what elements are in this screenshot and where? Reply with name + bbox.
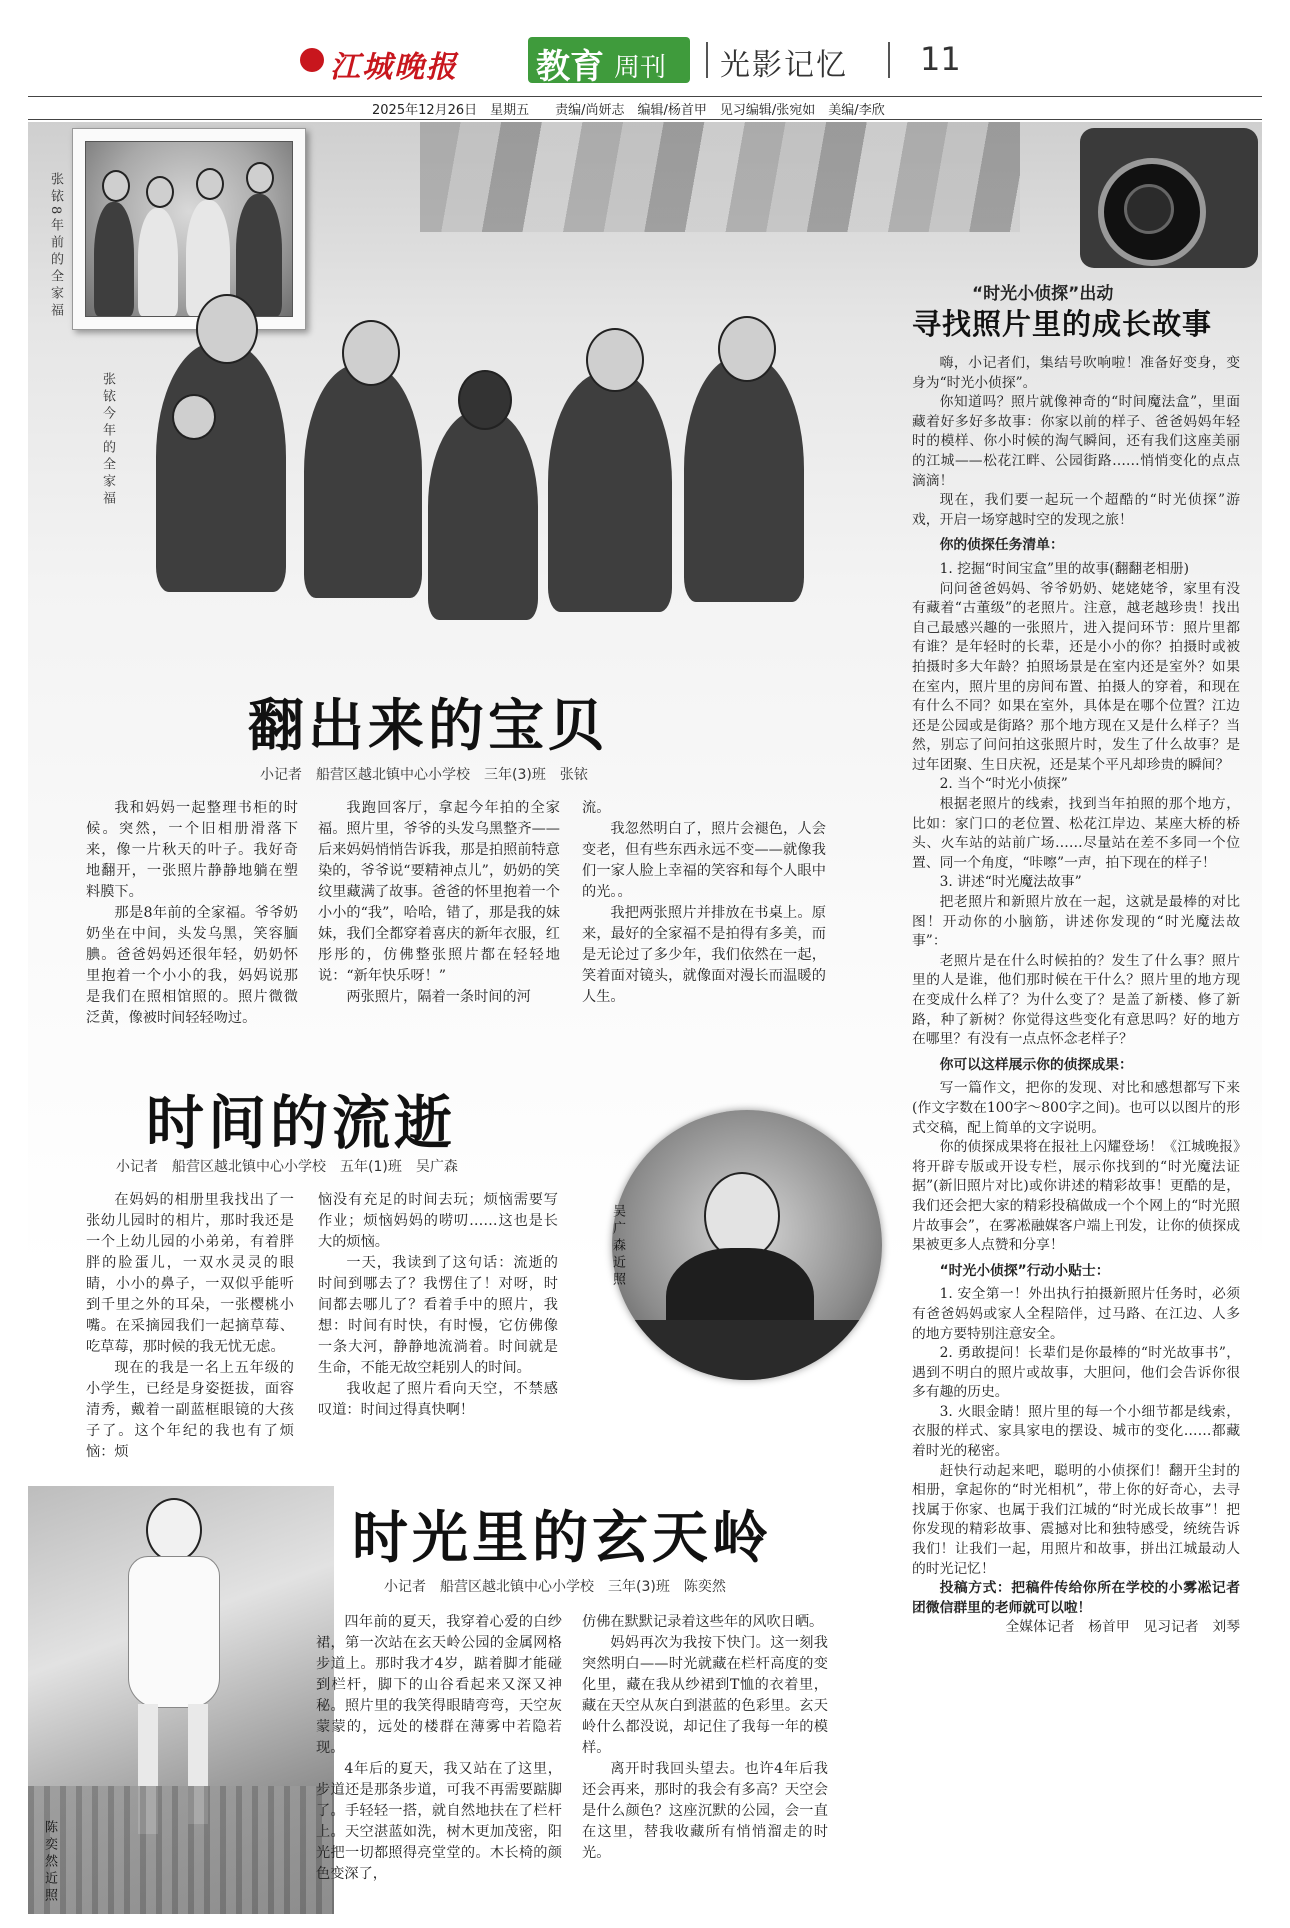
sidebar-intro-paragraph: 现在，我们要一起玩一个超酷的“时光侦探”游戏，开启一场穿越时空的发现之旅！ [912,492,1240,528]
article3-byline: 小记者 船营区越北镇中心小学校 三年(3)班 陈奕然 [384,1579,726,1595]
task2-body: 根据老照片的线索，找到当年拍照的那个地方，比如：家门口的老位置、松花江岸边、某座大桥的桥头、火车站的站前广场……尽量站在差不多同一个位置、同一个角度，“咔嚓”一声，拍下现在的样子！ [912,796,1240,871]
girl-photo [28,1486,334,1914]
section-badge-small: 周刊 [614,53,667,83]
sidebar-body [912,354,1240,1638]
masthead-divider [706,42,708,78]
section-badge-big: 教育 [536,47,604,87]
article1-column-3 [582,798,826,1008]
task3-title: 3. 讲述“时光魔法故事” [939,874,1082,891]
task-list-heading: 你的侦探任务清单： [939,537,1064,554]
sidebar-kicker: “时光小侦探”出动 [972,284,1114,304]
paragraph: 仿佛在默默记录着这些年的风吹日晒。 [582,1614,824,1630]
paragraph: 4年后的夏天，我又站在了这里，步道还是那条步道，可我不再需要踮脚了。手轻轻一搭，就自然地扶在了栏杆上。天空湛蓝如洗，树木更加茂密，阳光把一切都照得亮堂堂的。木长椅的颜色变深了， [316,1761,562,1882]
tip-item: 3. 火眼金睛！照片里的每一个小细节都是线索，衣服的样式、家具家电的摆设、城市的变化……都藏着时光的秘密。 [912,1403,1240,1460]
scattered-photos [420,122,1020,232]
newspaper-logo-icon [300,48,324,72]
article1-byline: 小记者 船营区越北镇中心小学校 三年(3)班 张铱 [260,767,588,783]
page-number: 11 [920,40,961,78]
reporter-credit: 全媒体记者 杨首甲 见习记者 刘琴 [1005,1619,1240,1636]
old-family-photo-caption: 张铱8年前的全家福 [48,172,63,321]
section-badge [528,37,690,87]
newspaper-logo: 江城晚报 [330,50,458,85]
paragraph: 两张照片，隔着一条时间的河 [346,989,531,1005]
submission-info: 投稿方式：把稿件传给你所在学校的小雾凇记者团微信群里的老师就可以啦！ [912,1580,1240,1616]
tip-item: 2. 勇敢提问！长辈们是你最棒的“时光故事书”，遇到不明白的照片或故事，大胆问，他们会告诉你很多有趣的历史。 [912,1345,1240,1401]
article2-title: 时间的流逝 [146,1089,457,1157]
paragraph: 我收起了照片看向天空，不禁感叹道：时间过得真快啊！ [318,1381,558,1418]
sidebar-intro-paragraph: 嗨，小记者们，集结号吹响啦！准备好变身，变身为“时光小侦探”。 [912,355,1240,391]
article2-column-1 [86,1190,294,1463]
article2-column-2 [318,1190,558,1421]
article1-title: 翻出来的宝贝 [248,694,608,759]
column-name: 光影记忆 [720,48,848,83]
paragraph: 那是8年前的全家福。爷爷奶奶坐在中间，头发乌黑，笑容腼腆。爸爸妈妈还很年轻，奶奶怀里抱着一个小小的我，妈妈说那是我们在照相馆照的。照片微微泛黄，像被时间轻轻吻过。 [86,905,298,1026]
masthead-rule [28,119,1262,120]
article3-column-1 [316,1612,562,1885]
sidebar-title: 寻找照片里的成长故事 [912,307,1213,341]
tips-heading: “时光小侦探”行动小贴士： [939,1262,1110,1279]
paragraph: 离开时我回头望去。也许4年后我还会再来，那时的我会有多高？天空会是什么颜色？这座沉默的公园，会一直在这里，替我收藏所有悄悄溜走的时光。 [582,1761,828,1861]
paragraph: 我把两张照片并排放在书桌上。原来，最好的全家福不是拍得有多美，而是无论过了多少年，我们依然在一起，笑着面对镜头，就像面对漫长而温暖的人生。 [582,905,826,1005]
new-family-photo-caption: 张铱今年的全家福 [100,372,115,508]
girl-photo-caption: 陈奕然近照 [42,1820,57,1905]
paragraph: 我跑回客厅，拿起今年拍的全家福。照片里，爷爷的头发乌黑整齐——后来妈妈悄悄告诉我，那是拍照前特意染的，爷爷说“要精神点儿”，奶奶的笑纹里藏满了故事。爸爸的怀里抱着一个小小的“我”，哈哈，错了，那是我的妹妹，我们全都穿着喜庆的新年衣服，红彤彤的，仿佛整张照片都在轻轻地说：“新年快乐呀！” [318,800,560,984]
show-results-paragraph: 写一篇作文，把你的发现、对比和感想都写下来(作文字数在100字～800字之间)。也可以以图片的形式交稿，配上简单的文字说明。 [912,1080,1240,1136]
masthead [300,34,1000,86]
article1-column-2 [318,798,560,1008]
tip-item: 赶快行动起来吧，聪明的小侦探们！翻开尘封的相册，拿起你的“时光相机”，带上你的好奇心，去寻找属于你家、也属于我们江城的“时光成长故事”！把你发现的精彩故事、震撼对比和独特感受，统统告诉我们！让我们一起，用照片和故事，拼出江城最动人的时光记忆！ [912,1462,1240,1577]
sidebar-intro-paragraph: 你知道吗？照片就像神奇的“时间魔法盒”，里面藏着好多好多故事：你家以前的样子、爸爸妈妈年轻时的模样、你小时候的淘气瞬间，还有我们这座美丽的江城——松花江畔、公园街路……悄悄变化的点点滴滴！ [912,394,1240,489]
article3-title: 时光里的玄天岭 [352,1506,772,1571]
old-family-photo [85,141,293,317]
show-results-paragraph: 你的侦探成果将在报社上闪耀登场！《江城晚报》将开辟专版或开设专栏，展示你找到的“时光魔法证据”(新旧照片对比)或你讲述的精彩故事！更酷的是，我们还会把大家的精彩投稿做成一个个网上的“时光照片故事会”，在雾凇融媒客户端上刊发，让你的侦探成果被更多人点赞和分享！ [912,1139,1240,1254]
paragraph: 在妈妈的相册里我找出了一张幼儿园时的相片，那时我还是一个上幼儿园的小弟弟，有着胖胖的脸蛋儿，一双水灵灵的眼睛，小小的鼻子，一双似乎能听到千里之外的耳朵，一张樱桃小嘴。在采摘园我们一起摘草莓、吃草莓，那时候的我无忧无虑。 [86,1192,294,1355]
masthead-divider [888,42,890,78]
new-family-photo [128,292,868,642]
task3-body: 把老照片和新照片放在一起，这就是最棒的对比图！开动你的小脑筋，讲述你发现的“时光魔法故事”： [912,894,1240,950]
issue-meta-line: 2025年12月26日 星期五 责编/尚妍志 编辑/杨首甲 见习编辑/张宛如 美编/李欣 [372,103,885,118]
boy-photo-caption: 吴广森近照 [610,1204,625,1289]
article3-column-2 [582,1612,828,1864]
task1-body: 问问爸爸妈妈、爷爷奶奶、姥姥姥爷，家里有没有藏着“古董级”的老照片。注意，越老越珍贵！找出自己最感兴趣的一张照片，进入提问环节：照片里都有谁？是年轻时的长辈，还是小小的你？拍摄时或被拍摄时多大年龄？拍照场景是在室内还是室外？如果在室内，照片里的房间布置、拍摄人的穿着，和现在有什么不同？如果在室外，具体是在哪个位置？江边还是公园或是街路？那个地方现在又是什么样子？当然，别忘了问问拍这张照片时，发生了什么故事？是过年团聚、生日庆祝，还是某个平凡却珍贵的瞬间？ [912,580,1240,773]
paragraph: 一天，我读到了这句话：流逝的时间到哪去了？我愣住了！对呀，时间都去哪儿了？看着手中的照片，我想：时间有时快，有时慢，它仿佛像一条大河，静静地流淌着。时间就是生命，不能无故空耗别人的时间。 [318,1255,558,1376]
paragraph: 四年前的夏天，我穿着心爱的白纱裙，第一次站在玄天岭公园的金属网格步道上。那时我才4岁，踮着脚才能碰到栏杆，脚下的山谷看起来又深又神秘。照片里的我笑得眼睛弯弯，天空灰蒙蒙的，远处的楼群在薄雾中若隐若现。 [316,1614,562,1756]
camera-icon [1080,128,1258,268]
paragraph: 我和妈妈一起整理书柜的时候。突然，一个旧相册滑落下来，像一片秋天的叶子。我好奇地翻开，一张照片静静地躺在塑料膜下。 [86,800,298,900]
task3-body: 老照片是在什么时候拍的？发生了什么事？照片里的人是谁，他们那时候在干什么？照片里的地方现在变成什么样了？为什么变了？是盖了新楼、修了新路，种了新树？你觉得这些变化有意思吗？好的地方在哪里？有没有一点点怀念老样子？ [912,952,1240,1048]
tip-item: 1. 安全第一！外出执行拍摄新照片任务时，必须有爸爸妈妈或家人全程陪伴，过马路、在江边、人多的地方要特别注意安全。 [912,1286,1240,1342]
boy-photo [612,1110,882,1380]
task1-title: 1. 挖掘“时间宝盒”里的故事(翻翻老相册) [939,560,1189,577]
masthead-rule [28,96,1262,97]
show-results-heading: 你可以这样展示你的侦探成果： [939,1056,1133,1073]
paragraph: 现在的我是一名上五年级的小学生，已经是身姿挺拔，面容清秀，戴着一副蓝框眼镜的大孩子了。这个年纪的我也有了烦恼：烦 [86,1360,294,1460]
paragraph: 恼没有充足的时间去玩；烦恼需要写作业；烦恼妈妈的唠叨……这也是长大的烦恼。 [318,1192,558,1250]
paragraph: 我忽然明白了，照片会褪色，人会变老，但有些东西永远不变——就像我们一家人脸上幸福的笑容和每个人眼中的光。。 [582,821,826,900]
paragraph: 流。 [582,800,611,816]
paragraph: 妈妈再次为我按下快门。这一刻我突然明白——时光就藏在栏杆高度的变化里，藏在我从纱裙到T恤的衣着里，藏在天空从灰白到湛蓝的色彩里。玄天岭什么都没说，却记住了我每一年的模样。 [582,1635,828,1756]
task2-title: 2. 当个“时光小侦探” [939,776,1068,793]
article2-byline: 小记者 船营区越北镇中心小学校 五年(1)班 吴广森 [116,1159,458,1175]
article1-column-1 [86,798,298,1029]
